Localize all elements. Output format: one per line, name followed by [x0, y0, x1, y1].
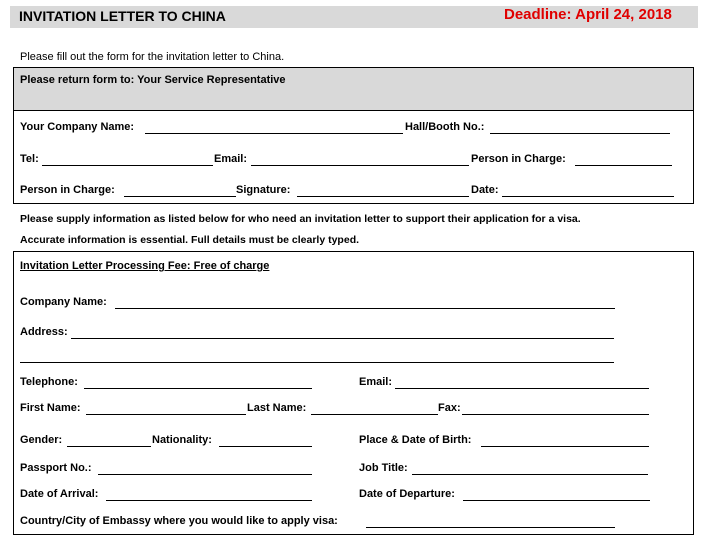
passport-no-field[interactable]	[98, 474, 312, 475]
instructions-line-2: Accurate information is essential. Full details must be clearly typed.	[20, 234, 360, 246]
applicant-section	[13, 251, 694, 535]
date-of-arrival-field[interactable]	[106, 500, 312, 501]
last-name-field[interactable]	[311, 414, 438, 415]
person-in-charge-label-1: Person in Charge:	[471, 153, 566, 165]
address-label: Address:	[20, 326, 68, 338]
gender-label: Gender:	[20, 434, 63, 446]
your-company-name-field[interactable]	[145, 133, 403, 134]
intro-text: Please fill out the form for the invitation letter to China.	[20, 51, 285, 63]
first-name-label: First Name:	[20, 402, 81, 414]
job-title-label: Job Title:	[359, 462, 408, 474]
address-field-2[interactable]	[20, 362, 614, 363]
date-of-departure-label: Date of Departure:	[359, 488, 455, 500]
place-date-birth-label: Place & Date of Birth:	[359, 434, 472, 446]
fee-notice: Invitation Letter Processing Fee: Free of charge	[20, 260, 270, 272]
return-to-label: Please return form to: Your Service Representative	[20, 74, 286, 86]
telephone-label: Telephone:	[20, 376, 78, 388]
deadline-notice: Deadline: April 24, 2018	[504, 6, 672, 23]
embassy-label: Country/City of Embassy where you would like to apply visa:	[20, 515, 338, 527]
fax-field[interactable]	[462, 414, 649, 415]
hall-booth-field[interactable]	[490, 133, 670, 134]
your-company-name-label: Your Company Name:	[20, 121, 135, 133]
passport-no-label: Passport No.:	[20, 462, 92, 474]
date-of-departure-field[interactable]	[463, 500, 650, 501]
tel-field[interactable]	[42, 165, 213, 166]
person-in-charge-field-1[interactable]	[575, 165, 672, 166]
email-label: Email:	[359, 376, 393, 388]
last-name-label: Last Name:	[247, 402, 307, 414]
address-field-1[interactable]	[71, 338, 614, 339]
company-name-label: Company Name:	[20, 296, 107, 308]
signature-label: Signature:	[236, 184, 291, 196]
nationality-label: Nationality:	[152, 434, 212, 446]
return-email-field[interactable]	[251, 165, 469, 166]
job-title-field[interactable]	[412, 474, 648, 475]
nationality-field[interactable]	[219, 446, 312, 447]
return-email-label: Email:	[214, 153, 248, 165]
place-date-birth-field[interactable]	[481, 446, 649, 447]
signature-field[interactable]	[297, 196, 469, 197]
date-of-arrival-label: Date of Arrival:	[20, 488, 99, 500]
person-in-charge-field-2[interactable]	[124, 196, 236, 197]
company-name-field[interactable]	[115, 308, 615, 309]
tel-label: Tel:	[20, 153, 39, 165]
first-name-field[interactable]	[86, 414, 246, 415]
fax-label: Fax:	[438, 402, 461, 414]
hall-booth-label: Hall/Booth No.:	[405, 121, 485, 133]
return-section	[13, 67, 694, 204]
date-label: Date:	[471, 184, 499, 196]
form-title: INVITATION LETTER TO CHINA	[19, 8, 226, 24]
person-in-charge-label-2: Person in Charge:	[20, 184, 115, 196]
embassy-field[interactable]	[366, 527, 615, 528]
instructions-line-1: Please supply information as listed below for who need an invitation letter to support their application for a visa.	[20, 213, 581, 225]
date-field[interactable]	[502, 196, 674, 197]
telephone-field[interactable]	[84, 388, 312, 389]
gender-field[interactable]	[67, 446, 151, 447]
email-field[interactable]	[395, 388, 649, 389]
